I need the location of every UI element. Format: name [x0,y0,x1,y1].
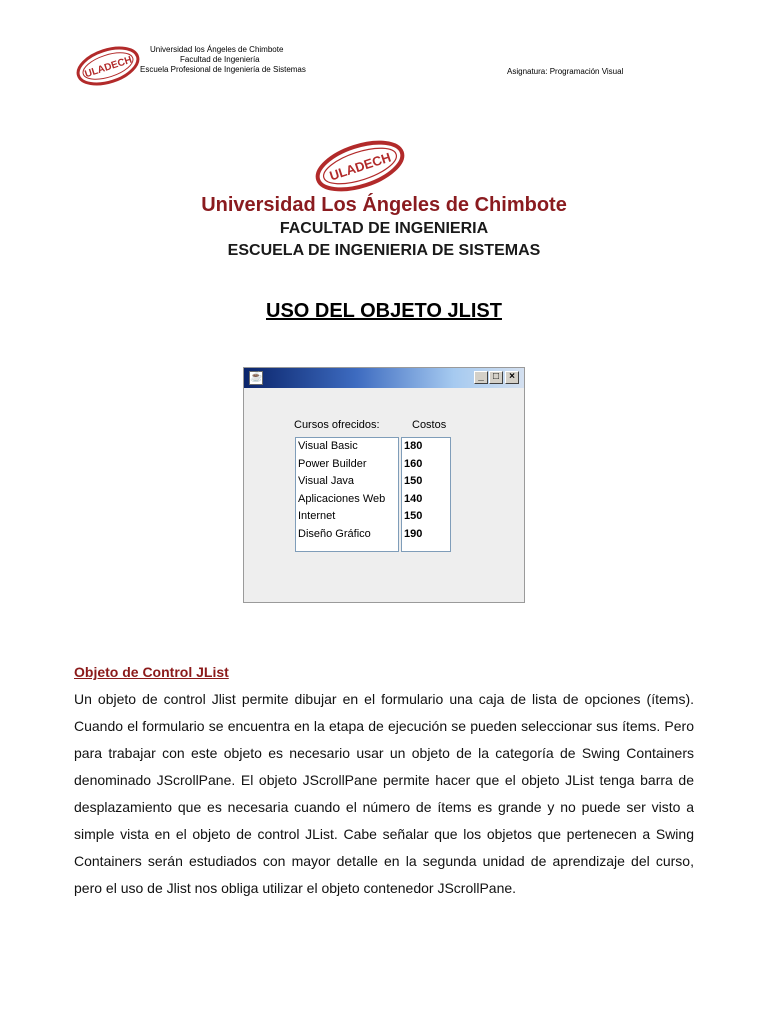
university-title: Universidad Los Ángeles de Chimbote [201,194,567,216]
list-item[interactable]: Internet [298,510,336,522]
list-item[interactable]: 150 [404,510,423,522]
section-title: Objeto de Control JList [74,664,229,680]
header-university: Universidad los Ángeles de Chimbote [150,45,284,54]
header-subject: Asignatura: Programación Visual [507,67,624,76]
courses-label: Cursos ofrecidos: [294,419,380,431]
list-item[interactable]: 150 [404,475,423,487]
costs-list[interactable] [401,437,451,552]
courses-list[interactable] [295,437,399,552]
list-item[interactable]: 140 [404,492,423,505]
java-icon: ☕ [250,372,263,383]
close-button[interactable]: × [505,371,519,384]
list-item[interactable]: Visual Basic [298,440,358,452]
uladech-banner-logo [312,140,408,192]
jlist-window [243,367,525,603]
document-title: USO DEL OBJETO JLIST [266,300,502,322]
header-faculty: Facultad de Ingeniería [180,55,260,64]
logo-text: ULADECH [83,54,134,81]
banner-logo-text: ULADECH [327,149,393,184]
maximize-button[interactable]: □ [489,371,503,384]
header-institution [140,45,350,75]
window-titlebar [244,368,524,388]
uladech-logo [74,44,142,88]
section-body: Un objeto de control Jlist permite dibujar en el formulario una caja de lista de opciones (ítems). Cuando el formulario se encuentra en la etapa de ejecución se pueden seleccionar sus ítems. Pero para trabajar con este objeto es necesario usar un objeto de la categoría de Swing Containers denominado JScrollPane. El objeto JScrollPane permite hacer que el objeto JList tenga barra de desplazamiento que es necesaria cuando el número de ítems es grande y no puede ser visto a simple vista en el objeto de control JList. Cabe señalar que los objetos que pertenecen a Swing Containers serán estudiados con mayor detalle en la segunda unidad de aprendizaje del curso, pero el uso de Jlist nos obliga utilizar el objeto contenedor JScrollPane. [74,691,694,896]
list-item[interactable]: 180 [404,440,423,452]
list-item[interactable]: Power Builder [298,457,367,470]
list-item[interactable]: Aplicaciones Web [298,492,386,505]
list-item[interactable]: Diseño Gráfico [298,527,371,540]
minimize-button[interactable]: _ [474,371,488,384]
list-item[interactable]: Visual Java [298,475,355,487]
school-title: ESCUELA DE INGENIERIA DE SISTEMAS [227,242,541,259]
list-item[interactable]: 160 [404,457,423,470]
header-school: Escuela Profesional de Ingeniería de Sistemas [140,65,306,74]
faculty-title: FACULTAD DE INGENIERIA [279,220,489,237]
costs-label: Costos [412,419,447,431]
list-item[interactable]: 190 [404,527,423,540]
